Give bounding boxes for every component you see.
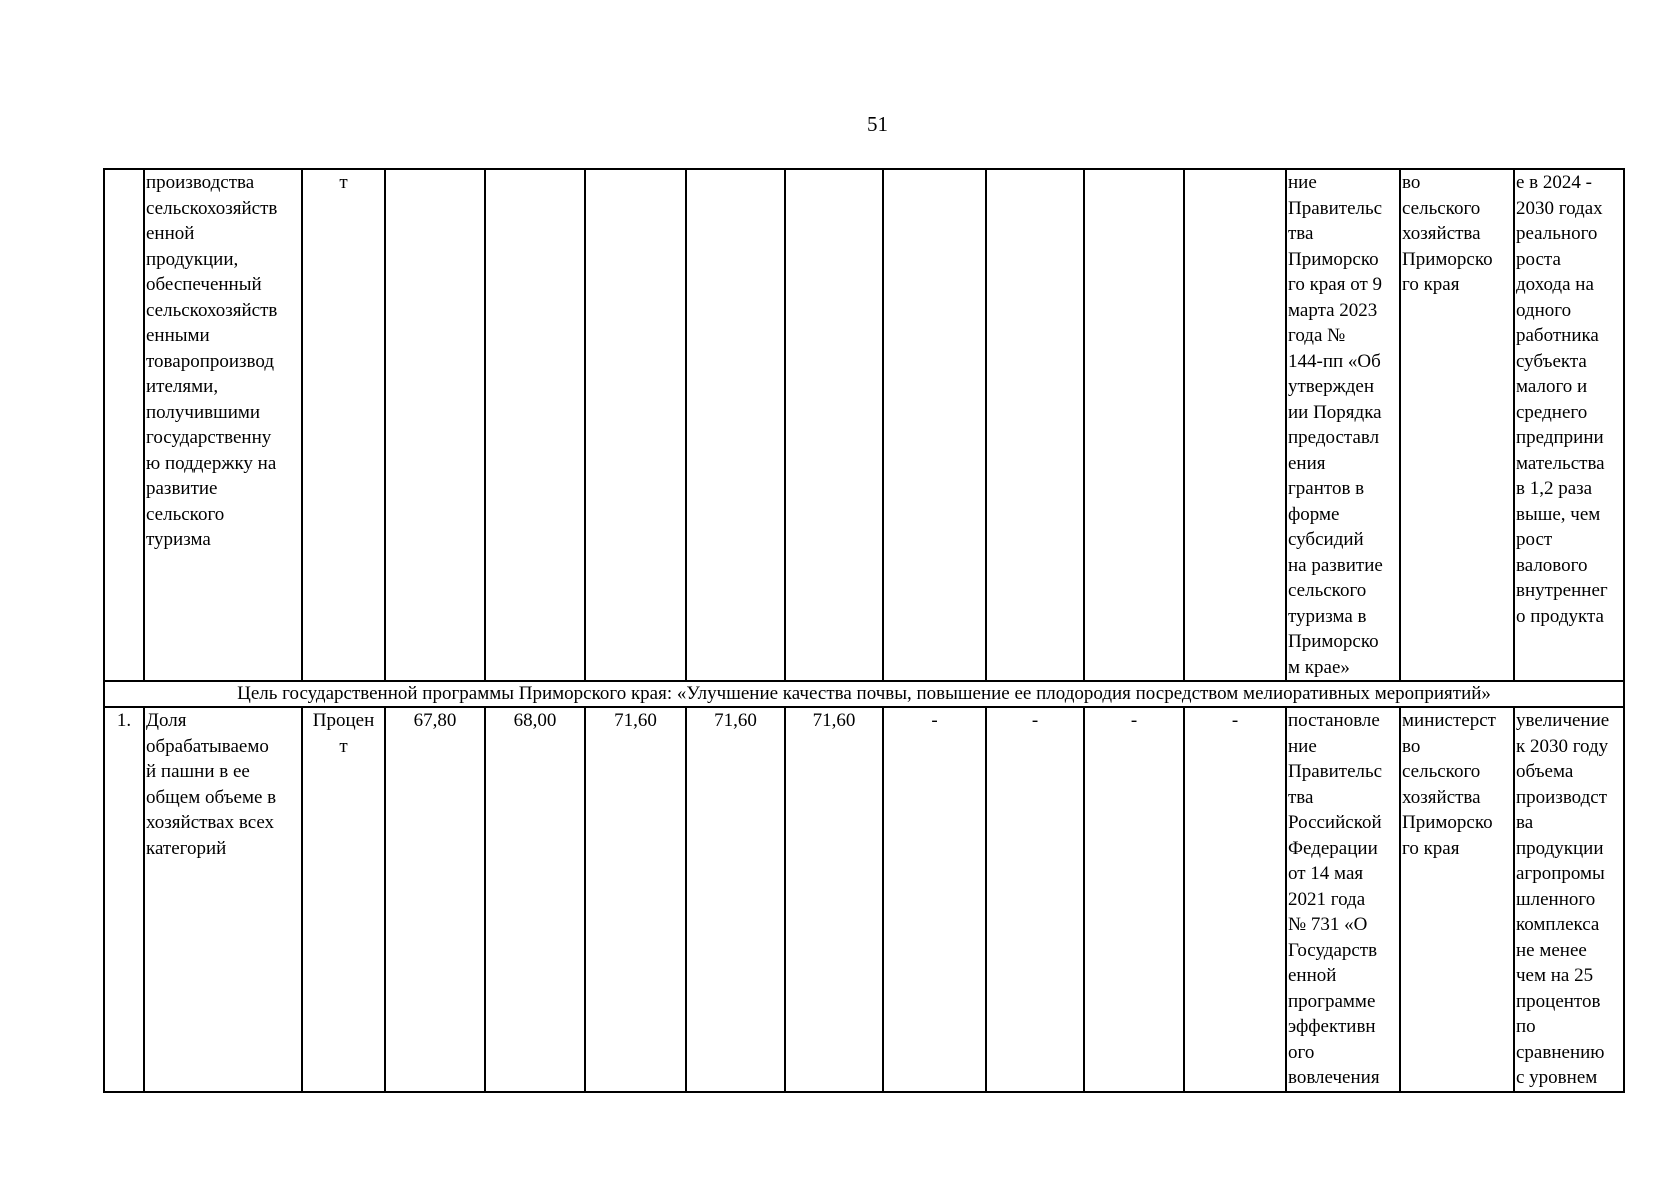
unit-cell: т [302, 169, 385, 681]
value-cell [385, 169, 485, 681]
indicator-name-cell: производства сельскохозяйств енной продукции, обеспеченный сельскохозяйств енными товаропроизвод ителями, получившими государственну ю поддержку на развитие сельского туризма [144, 169, 302, 681]
value-cell [785, 169, 883, 681]
value-cell [585, 169, 686, 681]
table-row [104, 707, 1624, 1092]
value-cell: 67,80 [385, 707, 485, 1092]
value-cell: - [986, 707, 1084, 1092]
goal-row [104, 681, 1624, 707]
responsible-cell: министерст во сельского хозяйства Приморско го края [1400, 707, 1514, 1092]
document-cell: постановле ние Правительс тва Российской Федерации от 14 мая 2021 года № 731 «О Государств енной программе эффективн ого вовлечения [1286, 707, 1400, 1092]
unit-cell: Процен т [302, 707, 385, 1092]
row-number-cell [104, 169, 144, 681]
link-cell: е в 2024 - 2030 годах реального роста дохода на одного работника субъекта малого и среднего предприни мательства в 1,2 раза выше, чем рост валового внутреннег о продукта [1514, 169, 1624, 681]
table-row [104, 169, 1624, 681]
value-cell: 68,00 [485, 707, 585, 1092]
value-cell [986, 169, 1084, 681]
value-cell [1084, 169, 1184, 681]
responsible-cell: во сельского хозяйства Приморско го края [1400, 169, 1514, 681]
value-cell: 71,60 [686, 707, 785, 1092]
indicator-name-cell: Доля обрабатываемо й пашни в ее общем объеме в хозяйствах всех категорий [144, 707, 302, 1092]
value-cell [883, 169, 986, 681]
value-cell: - [1184, 707, 1286, 1092]
page-number: 51 [867, 112, 888, 136]
value-cell [686, 169, 785, 681]
document-cell: ние Правительс тва Приморско го края от 9 марта 2023 года № 144-пп «Об утвержден ии Порядка предоставл ения грантов в форме субсидий на развитие сельского туризма в Приморско м крае» [1286, 169, 1400, 681]
value-cell: - [883, 707, 986, 1092]
value-cell [485, 169, 585, 681]
row-number-cell: 1. [104, 707, 144, 1092]
value-cell: 71,60 [585, 707, 686, 1092]
value-cell [1184, 169, 1286, 681]
value-cell: - [1084, 707, 1184, 1092]
value-cell: 71,60 [785, 707, 883, 1092]
link-cell: увеличение к 2030 году объема производст ва продукции агропромы шленного комплекса не менее чем на 25 процентов по сравнению с уровнем [1514, 707, 1624, 1092]
goal-text: Цель государственной программы Приморского края: «Улучшение качества почвы, повышение ее плодородия посредством мелиоративных мероприятий» [104, 681, 1624, 707]
indicators-table [103, 168, 1625, 1093]
